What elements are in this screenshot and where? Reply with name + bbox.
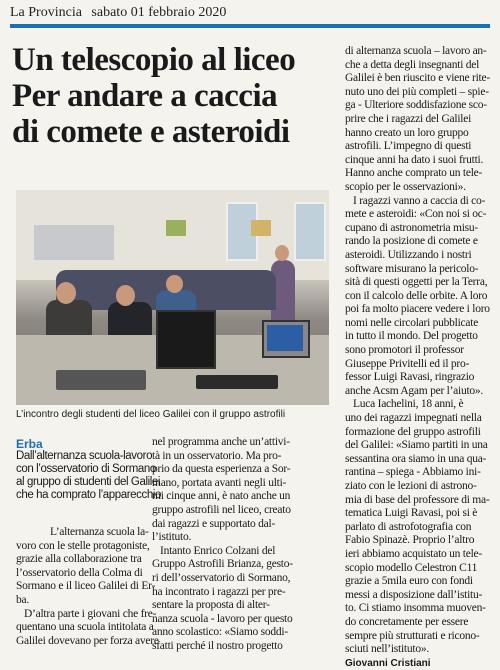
body-line: rando la posizione di comete e bbox=[345, 235, 478, 248]
body-line: Gruppo Astrofili Brianza, gesto- bbox=[152, 558, 293, 571]
headline-line: di comete e asteroidi bbox=[12, 114, 290, 150]
body-line: Galilei è ben riuscito e viene rite- bbox=[345, 72, 490, 85]
photo-student-head bbox=[166, 275, 183, 293]
body-line: sentare la proposta di alter- bbox=[152, 599, 270, 612]
article-column-2 bbox=[152, 436, 334, 654]
body-line: di alternanza scuola – lavoro an- bbox=[345, 45, 487, 57]
body-line: ziato con le lezioni di astrono- bbox=[345, 480, 477, 492]
body-line: con il calcolo delle orbite. A loro bbox=[345, 289, 488, 302]
body-line: formazione del gruppo astrofili bbox=[345, 425, 481, 438]
photo-device bbox=[56, 370, 146, 390]
summary-line: al gruppo di studenti del Galilei bbox=[16, 476, 161, 488]
body-line: cinque anni ha dato i suoi frutti. bbox=[345, 153, 484, 166]
body-line: del Galilei: «Siamo partiti in una bbox=[345, 439, 488, 452]
body-line: Hanno anche comprato un tele- bbox=[345, 167, 483, 180]
body-line: ieri abbiamo acquistato un tele- bbox=[345, 547, 482, 560]
body-line: Fabio Spinazè. Proprio l’altro bbox=[345, 534, 475, 547]
body-line: Sormano e il liceo Galilei di Er- bbox=[16, 580, 156, 593]
body-line: sessantina ora siamo in una qua- bbox=[345, 452, 487, 465]
summary-line: con l’osservatorio di Sormano bbox=[16, 463, 156, 475]
publication-name: La Provincia bbox=[10, 5, 82, 20]
body-line: do concretamente per essere bbox=[345, 615, 469, 628]
headline-line: Per andare a caccia bbox=[12, 78, 278, 114]
summary-line: Dall’alternanza scuola-lavoro bbox=[16, 450, 153, 462]
body-line: mete e asteroidi: «Con noi si oc- bbox=[345, 208, 487, 221]
body-line: messi a disposizione dall’istitu- bbox=[345, 588, 483, 601]
photo-laptop-screen bbox=[267, 325, 303, 351]
body-line: fessor Luigi Ravasi, ringrazio bbox=[345, 371, 475, 384]
photo-speaker-head bbox=[275, 245, 289, 261]
body-line: ga - Ulteriore soddisfazione sco- bbox=[345, 99, 487, 112]
body-line: Galilei dovevano per forza avere bbox=[16, 634, 159, 647]
body-line: I ragazzi vanno a caccia di co- bbox=[353, 194, 486, 207]
body-line: asteroidi. Utilizzando i nostri bbox=[345, 248, 472, 261]
location-kicker: Erba bbox=[16, 437, 43, 451]
body-line: ri dell’osservatorio di Sormano, bbox=[152, 571, 291, 584]
body-line: che a detta degli insegnanti del bbox=[345, 58, 480, 71]
body-line: poi fa molto piacere vedere i loro bbox=[345, 303, 490, 316]
body-line: ha incontrato i ragazzi per pre- bbox=[152, 585, 286, 598]
headline bbox=[12, 42, 332, 150]
body-line: tematica Luigi Ravasi, poi si è bbox=[345, 507, 478, 520]
body-line: ba. bbox=[16, 593, 29, 606]
photo-monitor bbox=[156, 310, 216, 369]
body-line: hanno creato un loro gruppo bbox=[345, 126, 469, 139]
body-line: anche Acsm Agam per l’aiuto». bbox=[345, 384, 484, 397]
masthead bbox=[10, 4, 490, 28]
body-line: voro con le stelle protagoniste, bbox=[16, 539, 150, 552]
body-line: Luca Iachelini, 18 anni, è bbox=[353, 398, 464, 411]
publication-date: sabato 01 febbraio 2020 bbox=[91, 5, 227, 20]
body-line: sempre più strutturati e ricono- bbox=[345, 629, 480, 642]
photo-board bbox=[34, 225, 114, 260]
article-column-1 bbox=[16, 526, 159, 648]
body-line: sono promotori il professor bbox=[345, 344, 464, 357]
article-summary bbox=[16, 450, 162, 502]
article-byline: Giovanni Cristiani bbox=[345, 657, 431, 669]
body-line: nanza scuola - lavoro per questo bbox=[152, 612, 293, 625]
headline-line: Un telescopio al liceo bbox=[12, 42, 296, 78]
body-line: parlato di astrofotografia con bbox=[345, 520, 472, 533]
body-line: to. Ci stiamo insomma muoven- bbox=[345, 602, 486, 615]
body-line: nuto uno dei più completi – spie- bbox=[345, 85, 489, 98]
photo-student-head bbox=[56, 282, 76, 304]
body-line: sità di questi oggetti per la Terra, bbox=[345, 276, 488, 289]
body-line: in tutto il mondo. Del progetto bbox=[345, 330, 478, 343]
body-line: mi cinque anni, è nato anche un bbox=[152, 490, 291, 503]
photo-student-head bbox=[116, 285, 135, 306]
body-line: rantina – spiega - Abbiamo ini- bbox=[345, 466, 481, 479]
body-line: l’istituto. bbox=[152, 531, 192, 544]
classroom-photo bbox=[16, 190, 329, 405]
photo-poster bbox=[166, 220, 186, 236]
body-line: dai ragazzi e supportato dal- bbox=[152, 517, 276, 530]
body-line: quentano una scuola intitolata a bbox=[16, 621, 154, 634]
body-line: D’altra parte i giovani che fre- bbox=[24, 607, 157, 620]
body-line: sciuti nell’istituto». bbox=[345, 643, 429, 656]
summary-line: che ha comprato l’apparecchio bbox=[16, 489, 162, 501]
body-line: cupano di astronometria misu- bbox=[345, 221, 478, 234]
body-line: Intanto Enrico Colzani del bbox=[160, 544, 276, 557]
body-line: prire che i ragazzi del Galilei bbox=[345, 112, 472, 125]
body-line: scopio per le osservazioni». bbox=[345, 180, 466, 193]
body-line: Giuseppe Privitelli ed il pro- bbox=[345, 357, 470, 370]
body-line: grazie a 5mila euro con fondi bbox=[345, 575, 473, 588]
body-line: prio da questa esperienza a Sor- bbox=[152, 463, 291, 476]
photo-laptop bbox=[262, 320, 310, 358]
body-line: mia di base del professore di ma- bbox=[345, 493, 490, 506]
body-line: l’osservatorio della Colma di bbox=[16, 566, 143, 579]
body-line: nel programma anche un’attivi- bbox=[152, 436, 290, 448]
body-line: astrofili. L’impegno di questi bbox=[345, 140, 472, 153]
body-line: software misurano la pericolo- bbox=[345, 262, 479, 275]
body-line: gruppo astrofili nel liceo, creato bbox=[152, 503, 291, 516]
photo-window bbox=[294, 202, 326, 261]
article-column-3 bbox=[345, 45, 497, 670]
body-line: grazie alla collaborazione tra bbox=[16, 553, 142, 566]
photo-caption: L’incontro degli studenti del liceo Galilei con il gruppo astrofili bbox=[16, 409, 286, 420]
photo-keyboard bbox=[196, 375, 278, 389]
body-line: anno scolastico: «Siamo soddi- bbox=[152, 626, 288, 639]
body-line: scopio modello Celestron C11 bbox=[345, 561, 478, 574]
body-line: nomi nelle circolari pubblicate bbox=[345, 316, 479, 329]
photo-poster bbox=[251, 220, 271, 236]
body-line: mano, portata avanti negli ulti- bbox=[152, 476, 287, 489]
body-line: tà in un osservatorio. Ma pro- bbox=[152, 449, 282, 462]
body-line: sfatti perché il nostro progetto bbox=[152, 639, 283, 652]
body-line: uno dei ragazzi impegnati nella bbox=[345, 412, 482, 425]
body-line: L’alternanza scuola la- bbox=[50, 526, 149, 538]
